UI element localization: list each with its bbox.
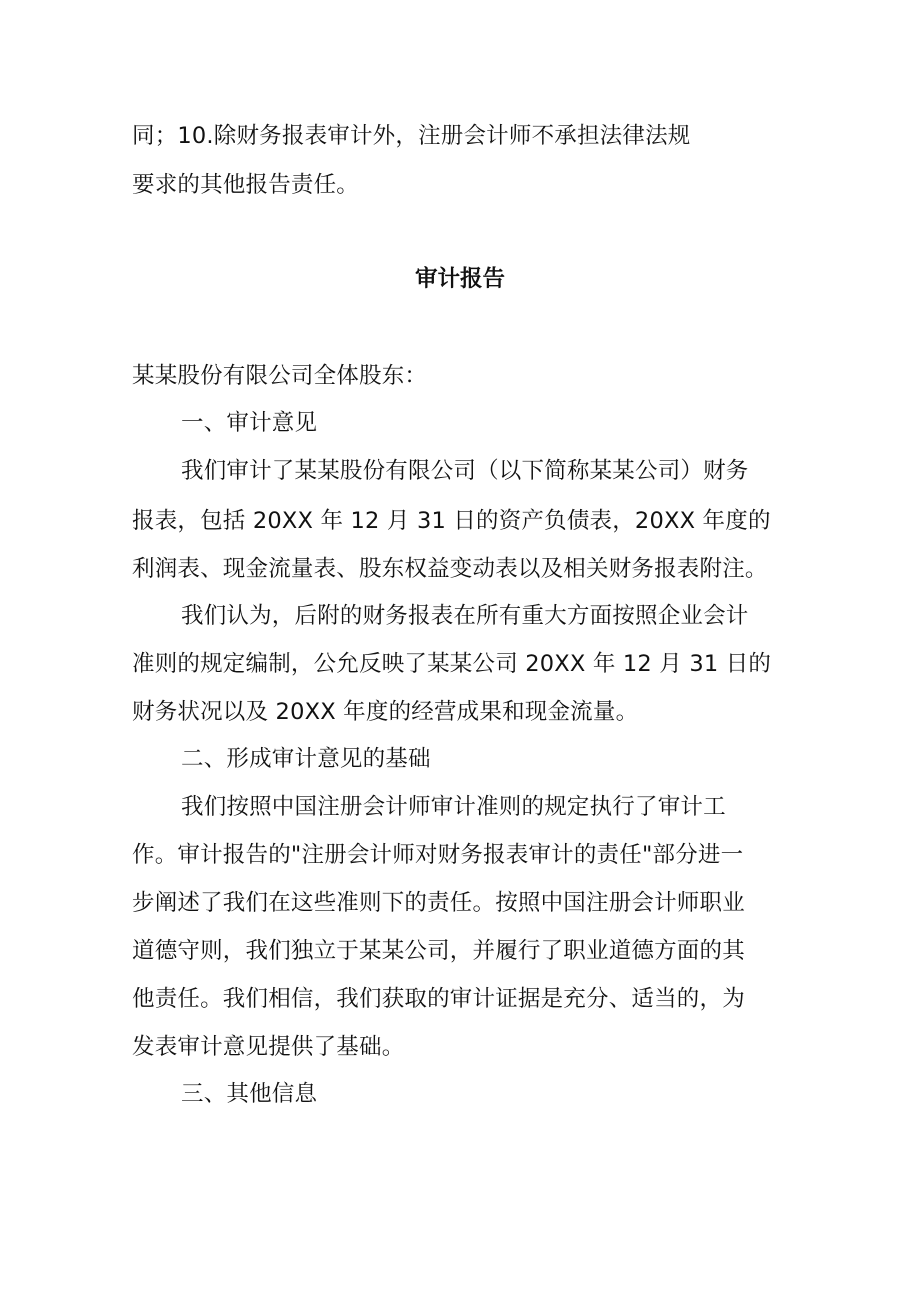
paragraph-1-line-1: 我们审计了某某股份有限公司（以下简称某某公司）财务 xyxy=(181,458,749,484)
paragraph-2-line-3: 财务状况以及 20XX 年度的经营成果和现金流量。 xyxy=(132,699,639,725)
continuation-line-1: 同；10.除财务报表审计外，注册会计师不承担法律法规 xyxy=(132,123,691,149)
paragraph-2-line-1: 我们认为，后附的财务报表在所有重大方面按照企业会计 xyxy=(181,603,749,629)
paragraph-3-line-4: 道德守则，我们独立于某某公司，并履行了职业道德方面的其 xyxy=(132,938,745,964)
paragraph-3-line-1: 我们按照中国注册会计师审计准则的规定执行了审计工 xyxy=(181,794,726,820)
section-heading-other-info: 三、其他信息 xyxy=(181,1081,318,1107)
paragraph-3-line-5: 他责任。我们相信，我们获取的审计证据是充分、适当的，为 xyxy=(132,986,745,1012)
paragraph-1-line-3: 利润表、现金流量表、股东权益变动表以及相关财务报表附注。 xyxy=(132,556,768,582)
addressee: 某某股份有限公司全体股东： xyxy=(132,363,428,389)
paragraph-1-line-2: 报表，包括 20XX 年 12 月 31 日的资产负债表，20XX 年度的 xyxy=(132,508,771,534)
paragraph-3-line-2: 作。审计报告的"注册会计师对财务报表审计的责任"部分进一 xyxy=(132,842,744,868)
continuation-line-2: 要求的其他报告责任。 xyxy=(132,172,360,198)
document-title: 审计报告 xyxy=(414,266,505,292)
section-heading-audit-opinion: 一、审计意见 xyxy=(181,410,318,436)
section-heading-basis: 二、形成审计意见的基础 xyxy=(181,746,431,772)
paragraph-3-line-6: 发表审计意见提供了基础。 xyxy=(132,1034,405,1060)
paragraph-2-line-2: 准则的规定编制，公允反映了某某公司 20XX 年 12 月 31 日的 xyxy=(132,651,772,677)
paragraph-3-line-3: 步阐述了我们在这些准则下的责任。按照中国注册会计师职业 xyxy=(132,890,745,916)
